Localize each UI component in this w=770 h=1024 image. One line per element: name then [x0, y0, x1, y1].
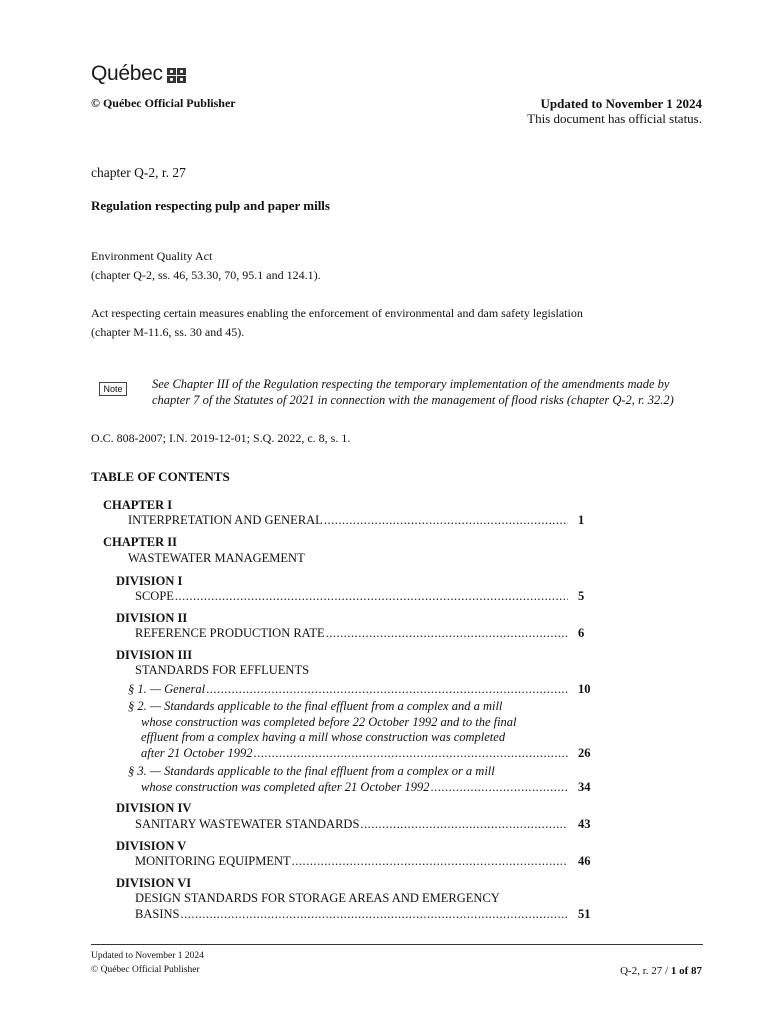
toc-chapter-1-label: CHAPTER I [103, 498, 173, 512]
toc-entry-division-4[interactable] [135, 817, 568, 833]
toc-division-6-label: DIVISION VI [116, 876, 192, 890]
toc-division-3-label: DIVISION III [116, 648, 193, 662]
toc-entry-division-6[interactable] [135, 907, 568, 923]
footer-page-count: 1 of 87 [670, 965, 702, 977]
toc-division-2-label: DIVISION II [116, 611, 188, 625]
toc-entry-subdivision-1[interactable] [128, 682, 568, 698]
toc-subdivision-2-line-1[interactable]: § 2. — Standards applicable to the final effluent from a complex and a mill [128, 699, 503, 713]
toc-entry-title: SANITARY WASTEWATER STANDARDS [135, 817, 360, 831]
toc-entry-title: whose construction was completed after 21 October 1992 [141, 780, 430, 794]
footer-publisher: © Québec Official Publisher [91, 965, 200, 975]
toc-entry-division-2[interactable] [135, 626, 568, 642]
quebec-logo [91, 62, 186, 86]
toc-page-number: 43 [578, 817, 591, 831]
toc-entry-title: after 21 October 1992 [141, 746, 253, 760]
toc-chapter-2-label: CHAPTER II [103, 535, 177, 549]
dot-leader [360, 817, 568, 833]
footer-updated-date: Updated to November 1 2024 [91, 951, 204, 961]
toc-page-number: 34 [578, 780, 591, 794]
footer-doc-ref: Q-2, r. 27 / [620, 965, 669, 977]
chapter-reference: chapter Q-2, r. 27 [91, 165, 186, 180]
dot-leader [206, 682, 568, 698]
toc-entry-title: INTERPRETATION AND GENERAL [128, 513, 323, 527]
toc-page-number: 6 [578, 626, 585, 640]
dot-leader [431, 780, 568, 796]
toc-page-number: 26 [578, 746, 591, 760]
enabling-act-2-name: Act respecting certain measures enabling the enforcement of environmental and dam safety legislation [91, 306, 583, 320]
official-status: This document has official status. [527, 111, 702, 126]
toc-division-1-label: DIVISION I [116, 574, 183, 588]
dot-leader [326, 626, 568, 642]
regulation-title: Regulation respecting pulp and paper mills [91, 198, 330, 213]
toc-page-number: 10 [578, 682, 591, 696]
dot-leader [180, 907, 568, 923]
toc-heading: TABLE OF CONTENTS [91, 469, 230, 484]
toc-entry-title: REFERENCE PRODUCTION RATE [135, 626, 325, 640]
updated-date: Updated to November 1 2024 [540, 96, 702, 111]
dot-leader [324, 513, 568, 529]
toc-subdivision-2-line-3[interactable]: effluent from a complex having a mill whose construction was completed [141, 730, 506, 744]
enabling-act-2-sections: (chapter M-11.6, ss. 30 and 45). [91, 325, 245, 339]
toc-entry-chapter-1[interactable] [128, 513, 568, 529]
publisher-notice: © Québec Official Publisher [91, 96, 236, 110]
toc-division-4-label: DIVISION IV [116, 801, 192, 815]
toc-entry-title: MONITORING EQUIPMENT [135, 854, 291, 868]
fleur-de-lis-flag-icon [167, 68, 186, 83]
toc-subdivision-2-line-2[interactable]: whose construction was completed before 22 October 1992 and to the final [141, 715, 517, 729]
toc-page-number: 1 [578, 513, 585, 527]
enabling-act-1-name: Environment Quality Act [91, 249, 213, 263]
toc-entry-division-5[interactable] [135, 854, 568, 870]
toc-page-number: 5 [578, 589, 585, 603]
order-in-council-refs: O.C. 808-2007; I.N. 2019-12-01; S.Q. 2022, c. 8, s. 1. [91, 431, 351, 445]
dot-leader [175, 589, 568, 605]
dot-leader [253, 746, 568, 762]
toc-entry-title: § 1. — General [128, 682, 206, 696]
footer-page-reference [620, 965, 702, 977]
note-icon[interactable]: Note [99, 382, 127, 396]
toc-division-6-title-line-1[interactable]: DESIGN STANDARDS FOR STORAGE AREAS AND EMERGENCY [135, 891, 500, 905]
dot-leader [292, 854, 568, 870]
toc-entry-subdivision-3[interactable] [141, 780, 568, 796]
toc-page-number: 51 [578, 907, 591, 921]
enabling-act-1-sections: (chapter Q-2, ss. 46, 53.30, 70, 95.1 and 124.1). [91, 268, 321, 282]
toc-division-5-label: DIVISION V [116, 839, 187, 853]
toc-entry-division-1[interactable] [135, 589, 568, 605]
toc-entry-subdivision-2[interactable] [141, 746, 568, 762]
footer-divider [91, 944, 703, 945]
toc-division-3-title[interactable]: STANDARDS FOR EFFLUENTS [135, 663, 310, 677]
toc-entry-title: BASINS [135, 907, 180, 921]
toc-page-number: 46 [578, 854, 591, 868]
toc-entry-title: SCOPE [135, 589, 174, 603]
toc-chapter-2-title[interactable]: WASTEWATER MANAGEMENT [128, 551, 305, 565]
logo-text: Québec [91, 62, 163, 85]
toc-subdivision-3-line-1[interactable]: § 3. — Standards applicable to the final effluent from a complex or a mill [128, 764, 495, 778]
note-text: See Chapter III of the Regulation respecting the temporary implementation of the amendments made by chapter 7 of the Statutes of 2021 in connection with the management of flood risks (chapter Q-2, r. 32.2) [152, 377, 674, 407]
